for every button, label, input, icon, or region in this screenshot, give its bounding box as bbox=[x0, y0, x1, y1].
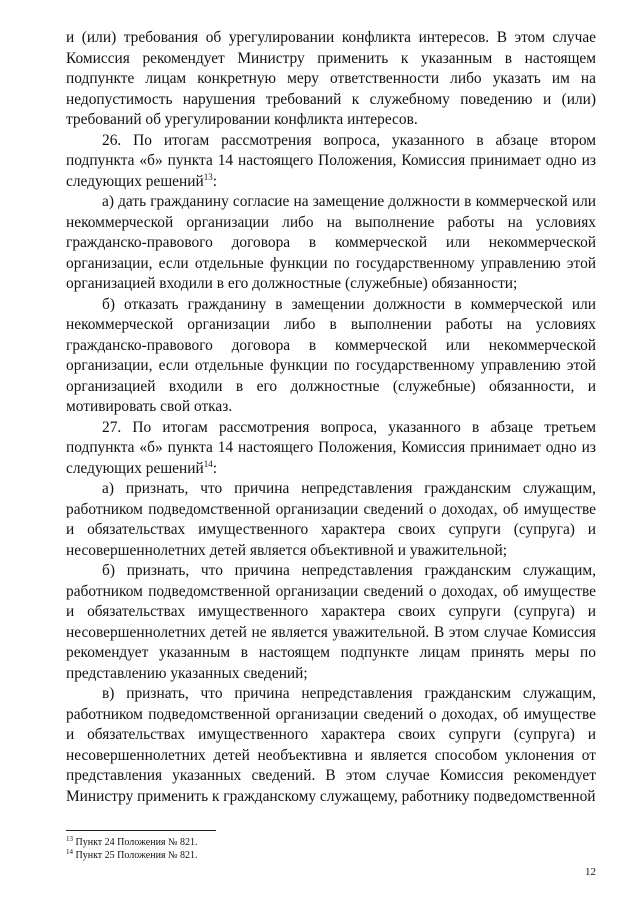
paragraph-tail: : bbox=[212, 172, 217, 190]
paragraph-26 bbox=[66, 131, 596, 193]
paragraph-26-a bbox=[66, 192, 596, 295]
footnote-divider bbox=[66, 830, 216, 831]
paragraph-27 bbox=[66, 418, 596, 480]
footnote-14 bbox=[66, 849, 198, 862]
page-number: 12 bbox=[585, 866, 596, 878]
paragraph-text: и (или) требования об урегулировании конфликта интересов. В этом случае Комиссия рекомендует Министру применить к указанным в настоящем подпункте лицам конкретную меру ответственности либо указать им на недопустимость нарушения требований к служебному поведению и (или) требований об урегулировании конфликта интересов. bbox=[66, 29, 596, 128]
paragraph-text: в) признать, что причина непредставления гражданским служащим, работником подведомственной организации сведений о доходах, об имуществе и обязательствах имущественного характера своих супруги (супруга) и несовершеннолетних детей необъективна и является способом уклонения от представления указанных сведений. В этом случае Комиссия рекомендует Министру применить к гражданскому служащему, работнику подведомственной bbox=[66, 685, 596, 805]
paragraph-text: б) отказать гражданину в замещении должности в коммерческой или некоммерческой организации либо в выполнении работы на условиях гражданско-правового договора в коммерческой или некоммерческой организации, если отдельные функции по государственному управлению этой организацией входили в его должностные (служебные) обязанности, и мотивировать свой отказ. bbox=[66, 295, 596, 415]
footnote-ref-13[interactable]: 13 bbox=[203, 171, 213, 182]
paragraph-tail: : bbox=[212, 459, 217, 477]
body-text bbox=[66, 28, 596, 807]
footnote-mark: 14 bbox=[66, 848, 73, 856]
paragraph-continuation bbox=[66, 28, 596, 131]
paragraph-text: а) признать, что причина непредставления гражданским служащим, работником подведомственной организации сведений о доходах, об имуществе и обязательствах имущественного характера своих супруги (супруга) и несовершеннолетних детей является объективной и уважительной; bbox=[66, 480, 596, 559]
paragraph-text: 26. По итогам рассмотрения вопроса, указанного в абзаце втором подпункта «б» пункта 14 настоящего Положения, Комиссия принимает одно из следующих решений bbox=[66, 131, 596, 190]
footnotes bbox=[66, 836, 198, 862]
footnote-ref-14[interactable]: 14 bbox=[203, 458, 213, 469]
paragraph-27-c bbox=[66, 684, 596, 807]
paragraph-text: а) дать гражданину согласие на замещение должности в коммерческой или некоммерческой организации либо на выполнение работы на условиях гражданско-правового договора в коммерческой или некоммерческой организации, если отдельные функции по государственному управлению этой организацией входили в его должностные (служебные) обязанности; bbox=[66, 193, 596, 292]
footnote-mark: 13 bbox=[66, 835, 73, 843]
footnote-text: Пункт 24 Положения № 821. bbox=[75, 837, 198, 848]
paragraph-27-b bbox=[66, 561, 596, 684]
paragraph-text: 27. По итогам рассмотрения вопроса, указанного в абзаце третьем подпункта «б» пункта 14 настоящего Положения, Комиссия принимает одно из следующих решений bbox=[66, 418, 596, 477]
footnote-text: Пункт 25 Положения № 821. bbox=[75, 850, 198, 861]
paragraph-26-b bbox=[66, 295, 596, 418]
footnote-13 bbox=[66, 836, 198, 849]
paragraph-27-a bbox=[66, 479, 596, 561]
paragraph-text: б) признать, что причина непредставления гражданским служащим, работником подведомственной организации сведений о доходах, об имуществе и обязательствах имущественного характера своих супруги (супруга) и несовершеннолетних детей не является уважительной. В этом случае Комиссия рекомендует указанным в настоящем подпункте лицам принять меры по представлению указанных сведений; bbox=[66, 562, 596, 682]
